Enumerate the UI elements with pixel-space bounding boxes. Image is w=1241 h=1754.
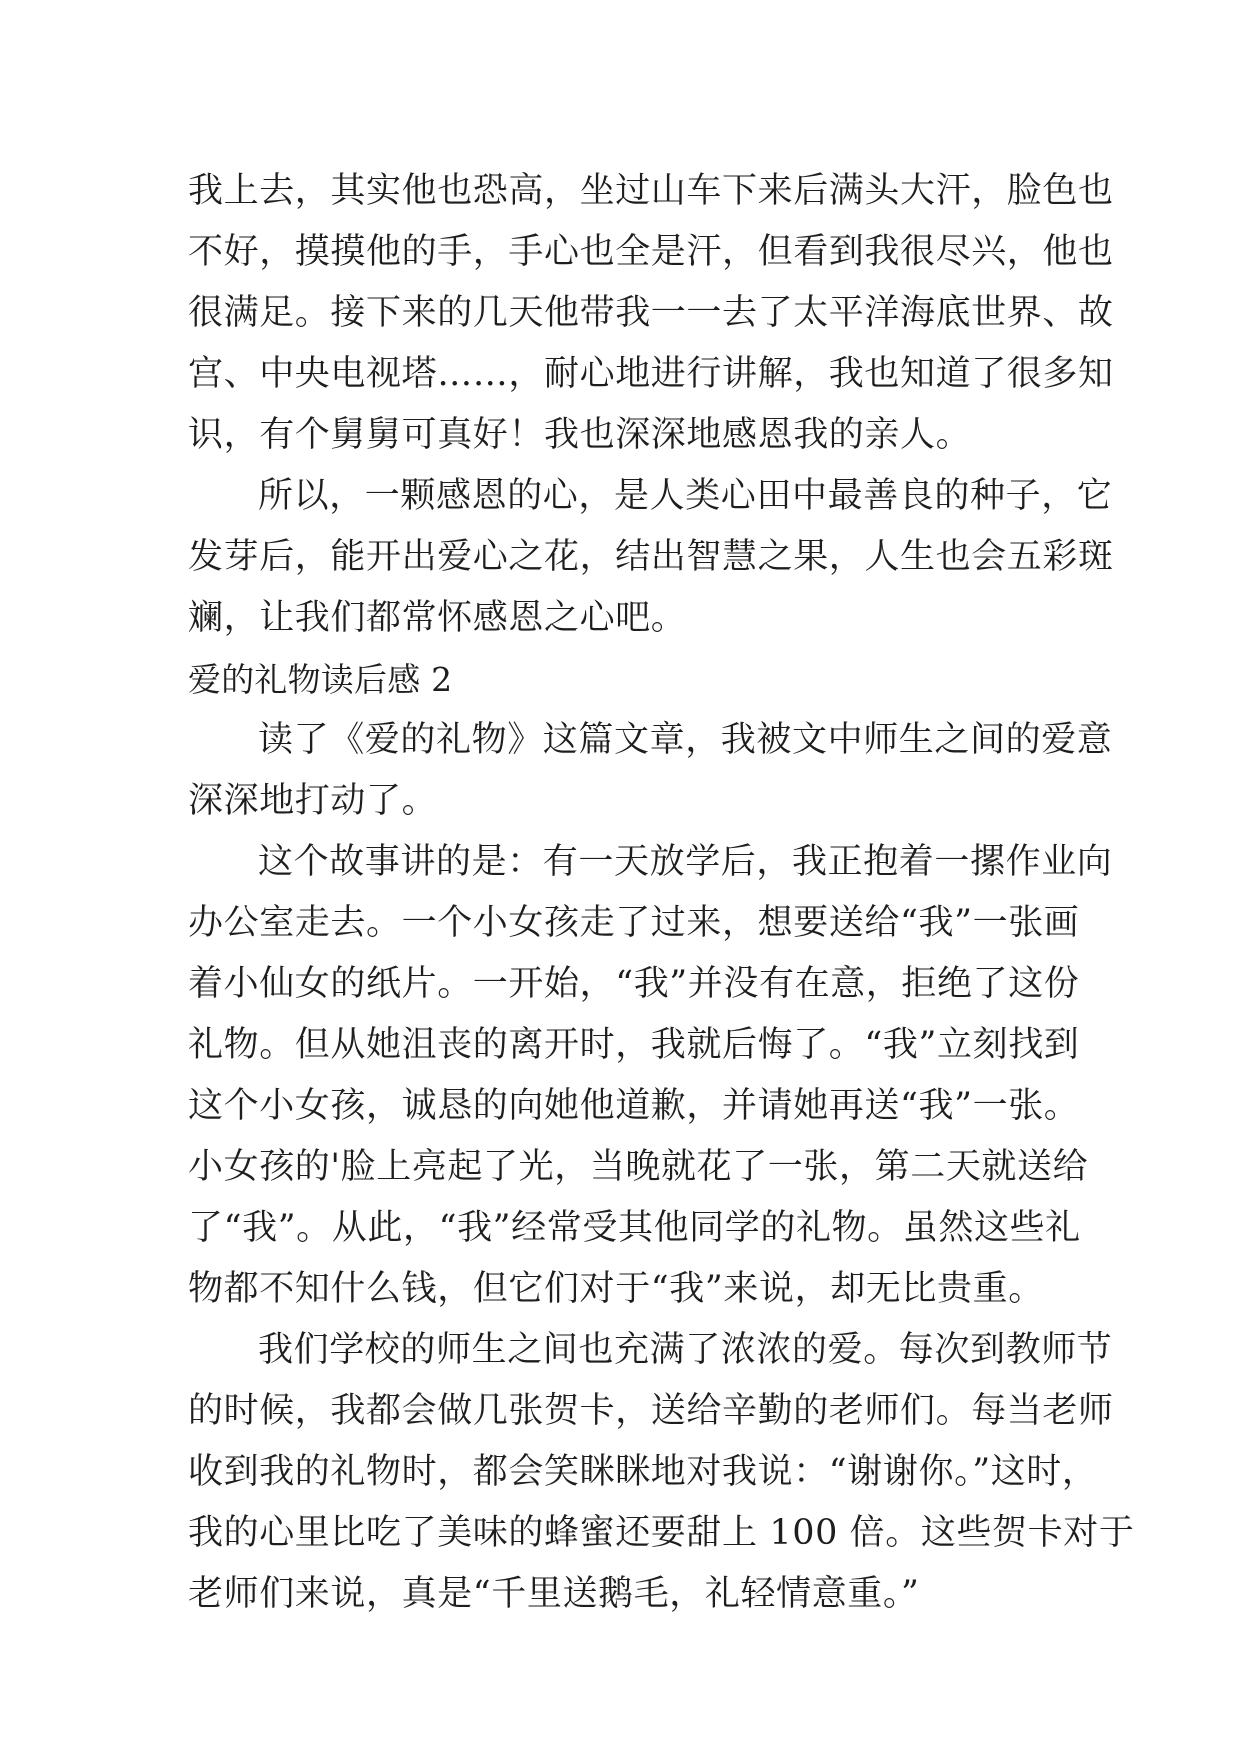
text-line: 收到我的礼物时，都会笑眯眯地对我说：“谢谢你。”这时， xyxy=(188,1452,1098,1492)
paragraph-first-line: 所以，一颗感恩的心，是人类心田中最善良的种子，它 xyxy=(258,476,1113,516)
text-line: 发芽后，能开出爱心之花，结出智慧之果，人生也会五彩斑 xyxy=(188,537,1114,577)
text-line: 深深地打动了。 xyxy=(188,781,438,821)
text-line: 我的心里比吃了美味的蜂蜜还要甜上 100 倍。这些贺卡对于 xyxy=(188,1513,1135,1553)
text-line: 这个小女孩，诚恳的向她他道歉，并请她再送“我”一张。 xyxy=(188,1086,1080,1126)
text-line: 着小仙女的纸片。一开始，“我”并没有在意，拒绝了这份 xyxy=(188,964,1080,1004)
text-line: 我上去，其实他也恐高，坐过山车下来后满头大汗，脸色也 xyxy=(188,171,1114,211)
paragraph-first-line: 读了《爱的礼物》这篇文章，我被文中师生之间的爱意 xyxy=(258,720,1113,760)
text-line: 办公室走去。一个小女孩走了过来，想要送给“我”一张画 xyxy=(188,903,1080,943)
text-line: 斓，让我们都常怀感恩之心吧。 xyxy=(188,598,687,638)
text-line: 不好，摸摸他的手，手心也全是汗，但看到我很尽兴，他也 xyxy=(188,232,1114,272)
text-line: 宫、中央电视塔……，耐心地进行讲解，我也知道了很多知 xyxy=(188,354,1114,394)
text-line: 小女孩的'脸上亮起了光，当晚就花了一张，第二天就送给 xyxy=(188,1147,1089,1187)
paragraph-first-line: 这个故事讲的是：有一天放学后，我正抱着一摞作业向 xyxy=(258,842,1113,882)
document-body xyxy=(188,161,1135,1625)
text-line: 老师们来说，真是“千里送鹅毛，礼轻情意重。” xyxy=(188,1574,920,1614)
text-line: 礼物。但从她沮丧的离开时，我就后悔了。“我”立刻找到 xyxy=(188,1025,1080,1065)
text-line: 很满足。接下来的几天他带我一一去了太平洋海底世界、故 xyxy=(188,293,1114,333)
text-line: 了“我”。从此，“我”经常受其他同学的礼物。虽然这些礼 xyxy=(188,1208,1081,1248)
paragraph-first-line: 我们学校的师生之间也充满了浓浓的爱。每次到教师节 xyxy=(258,1330,1113,1370)
text-line: 的时候，我都会做几张贺卡，送给辛勤的老师们。每当老师 xyxy=(188,1391,1114,1431)
text-line: 识，有个舅舅可真好！我也深深地感恩我的亲人。 xyxy=(188,415,972,455)
text-line: 物都不知什么钱，但它们对于“我”来说，却无比贵重。 xyxy=(188,1269,1044,1309)
section-heading: 爱的礼物读后感 2 xyxy=(188,660,453,699)
